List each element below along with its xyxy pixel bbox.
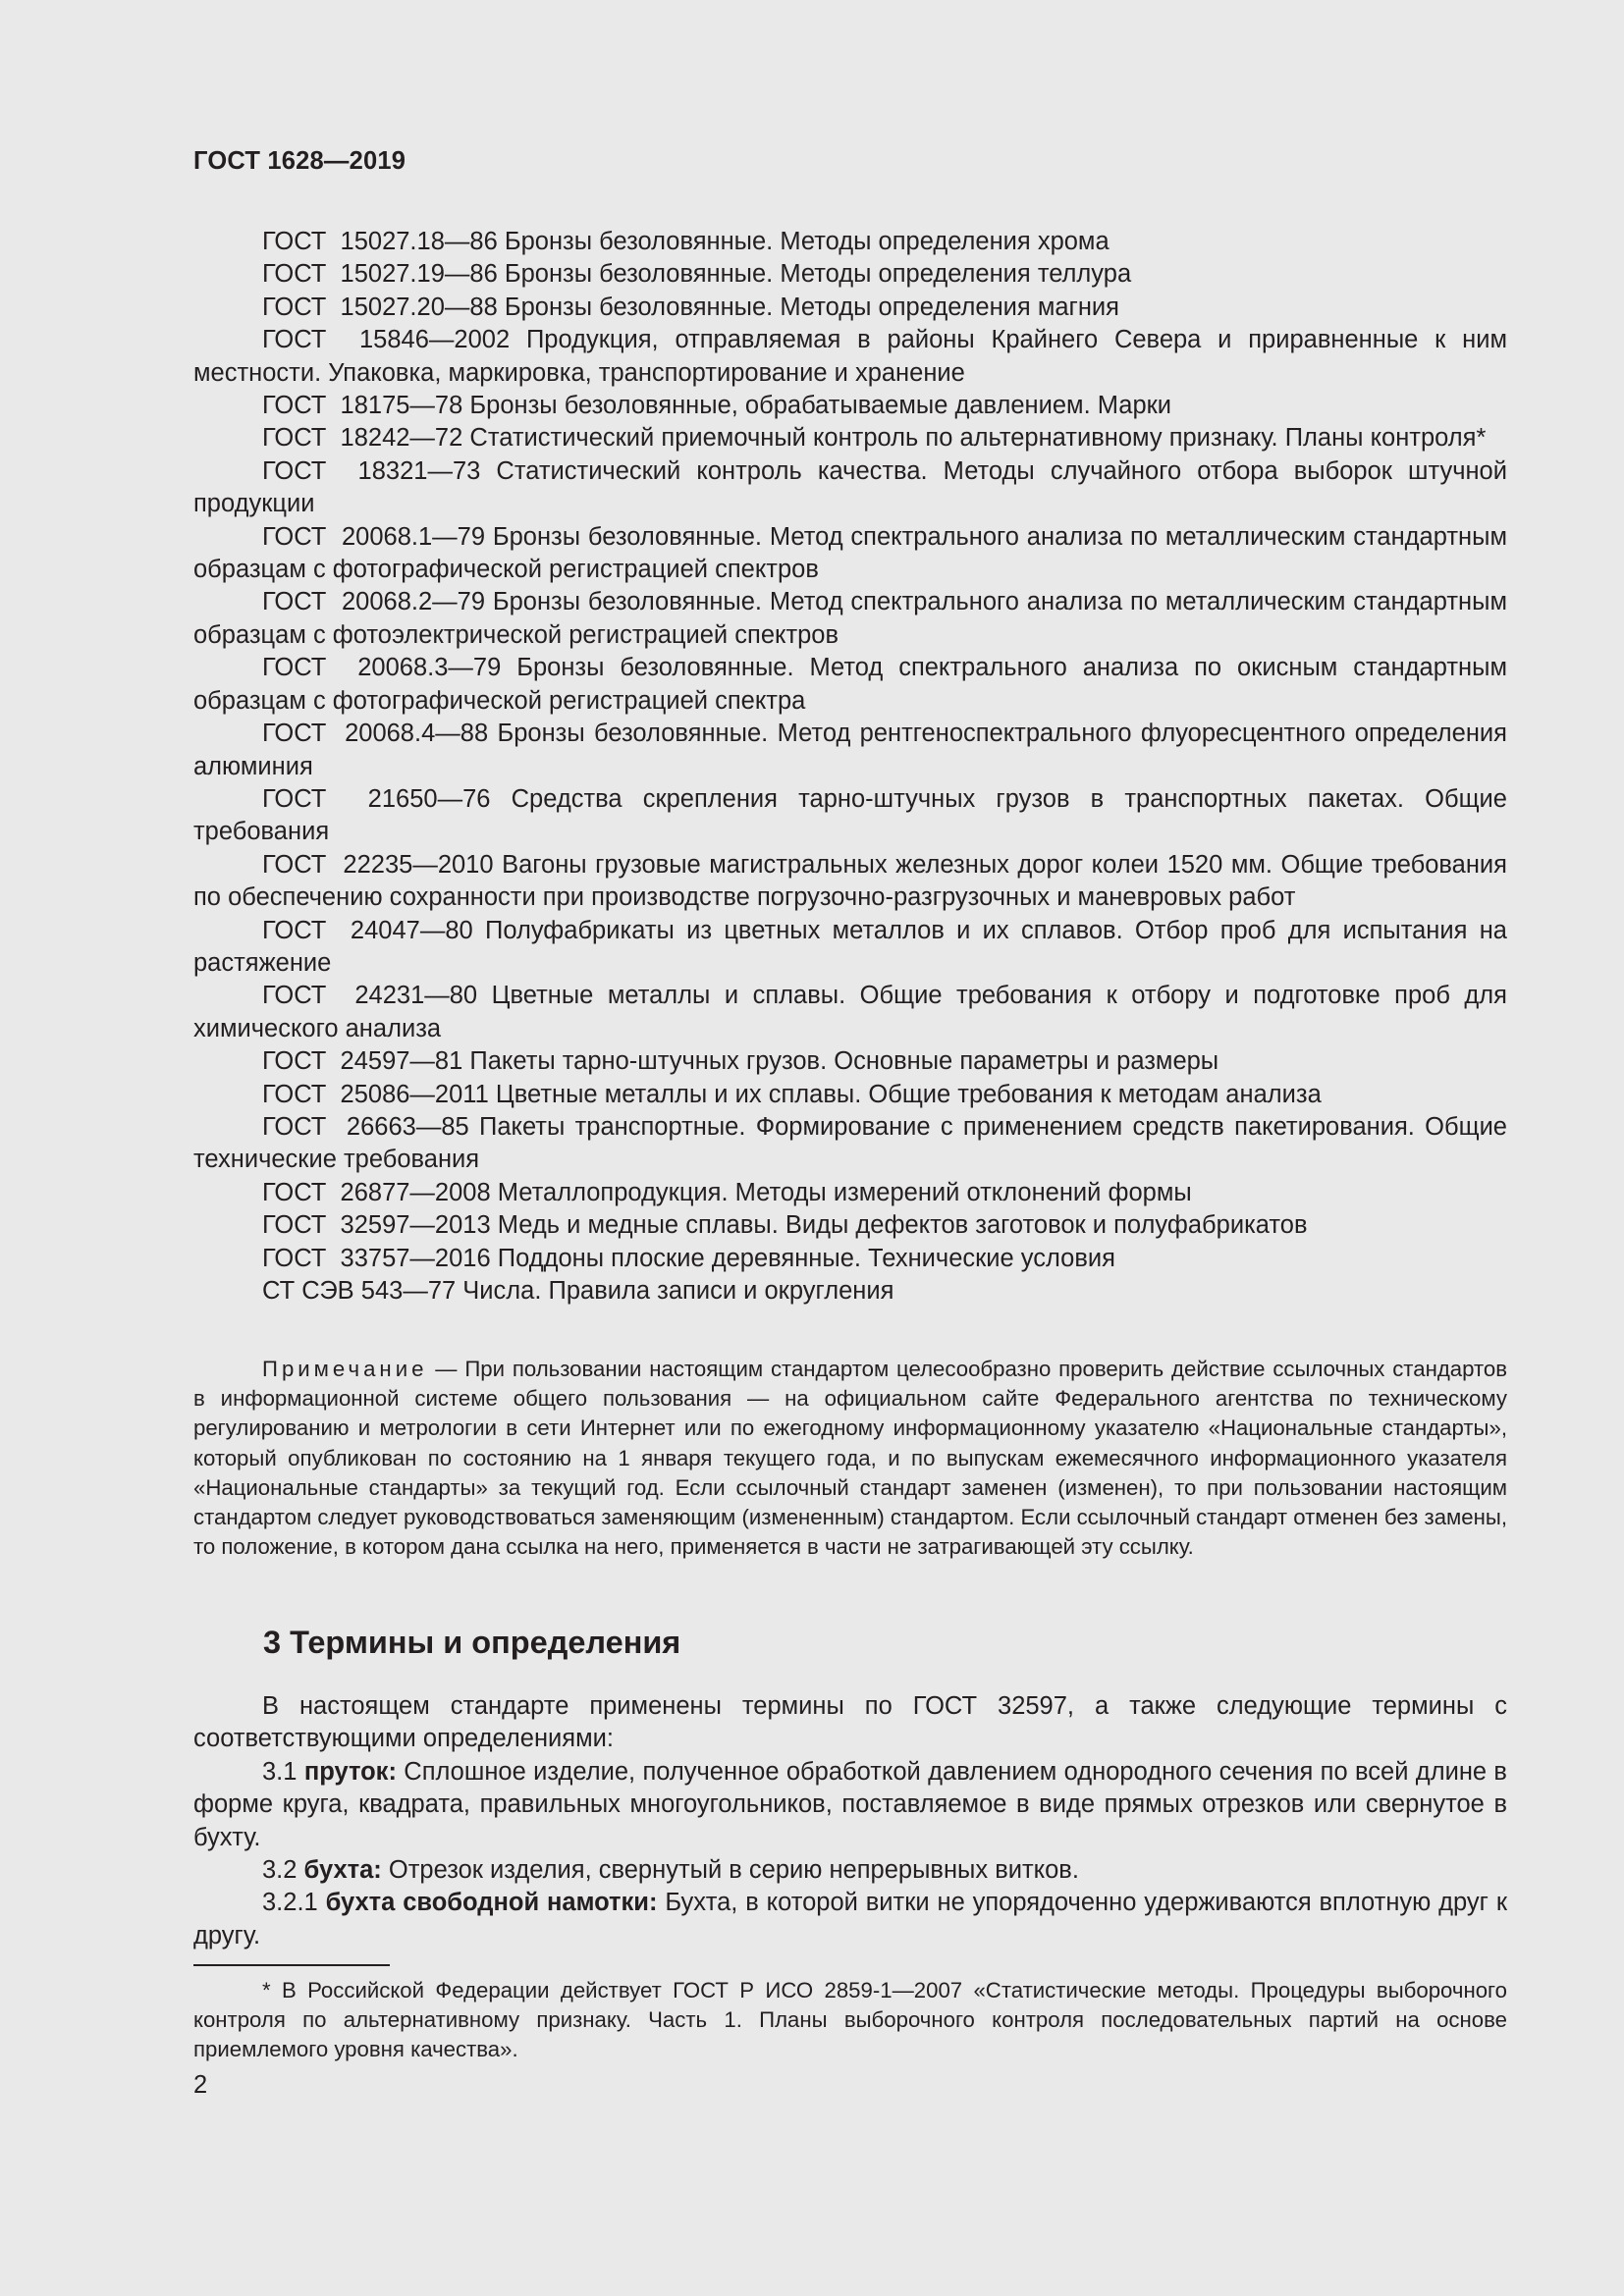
reference-code: ГОСТ 26877—2008: [262, 1178, 491, 1206]
reference-title: Бронзы безоловянные. Метод спектрального анализа по окисным стандартным образцам с фотографической регистрацией спектра: [193, 654, 1507, 715]
reference-code: ГОСТ 21650—76: [262, 784, 491, 813]
reference-item: [193, 783, 1507, 849]
reference-code: ГОСТ 18242—72: [262, 424, 463, 453]
reference-title: Полуфабрикаты из цветных металлов и их сплавов. Отбор проб для испытания на растяжение: [193, 916, 1507, 977]
reference-item: [193, 422, 1507, 454]
reference-item: [193, 1045, 1507, 1078]
note-paragraph: [193, 1355, 1507, 1562]
term-name: пруток:: [303, 1757, 397, 1786]
reference-title: Пакеты транспортные. Формирование с применением средств пакетирования. Общие технические требования: [193, 1112, 1507, 1174]
term-definition: [193, 1887, 1507, 1952]
reference-item: [193, 1275, 1507, 1308]
term-number: 3.2.1: [262, 1889, 326, 1917]
reference-title: Цветные металлы и сплавы. Общие требования к отбору и подготовке проб для химического анализа: [193, 982, 1507, 1042]
reference-title: Продукция, отправляемая в районы Крайнего Севера и приравненные к ним местности. Упаковка, маркировка, транспортирование и хранение: [193, 326, 1507, 387]
reference-title: Бронзы безоловянные. Метод спектрального анализа по металлическим стандартным образцам с фотографической регистрацией спектров: [193, 522, 1507, 584]
reference-code: ГОСТ 15027.19—86: [262, 260, 498, 289]
reference-title: Медь и медные сплавы. Виды дефектов заготовок и полуфабрикатов: [497, 1211, 1308, 1240]
reference-item: [193, 586, 1507, 652]
page-number: 2: [193, 2071, 208, 2099]
reference-code: ГОСТ 18175—78: [262, 392, 463, 420]
note-label: Примечание: [262, 1357, 428, 1381]
reference-item: [193, 226, 1507, 258]
reference-code: ГОСТ 26663—85: [262, 1112, 469, 1141]
section-title: 3 Термины и определения: [263, 1625, 681, 1660]
reference-item: [193, 1243, 1507, 1275]
reference-item: [193, 849, 1507, 915]
reference-code: ГОСТ 22235—2010: [262, 850, 494, 879]
note-block: [193, 1355, 1507, 1562]
reference-item: [193, 258, 1507, 291]
term-number: 3.2: [262, 1856, 304, 1885]
reference-title: Статистический приемочный контроль по альтернативному признаку. Планы контроля*: [469, 424, 1487, 453]
footnote-divider: [193, 1964, 390, 1966]
reference-title: Бронзы безоловянные. Методы определения магния: [504, 293, 1119, 321]
reference-title: Бронзы безоловянные. Метод спектрального анализа по металлическим стандартным образцам с фотоэлектрической регистрацией спектров: [193, 588, 1507, 649]
note-dash: —: [427, 1357, 465, 1381]
section-intro: В настоящем стандарте применены термины по ГОСТ 32597, а также следующие термины с соответствующими определениями:: [193, 1692, 1507, 1753]
section-body: [193, 1690, 1507, 1952]
reference-item: [193, 324, 1507, 390]
reference-title: Цветные металлы и их сплавы. Общие требования к методам анализа: [495, 1080, 1322, 1108]
reference-item: [193, 1111, 1507, 1177]
footnote: * В Российской Федерации действует ГОСТ Р ИСО 2859-1—2007 «Статистические методы. Процедуры выборочного контроля по альтернативному признаку. Часть 1. Планы выборочного контроля последовательных партий на основе приемлемого уровня качества».: [193, 1978, 1507, 2062]
term-name: бухта:: [303, 1856, 382, 1885]
reference-title: Пакеты тарно-штучных грузов. Основные параметры и размеры: [469, 1047, 1219, 1076]
reference-code: ГОСТ 20068.3—79: [262, 654, 502, 682]
reference-code: ГОСТ 32597—2013: [262, 1211, 491, 1240]
reference-title: Статистический контроль качества. Методы случайного отбора выборок штучной продукции: [193, 456, 1507, 518]
reference-item: [193, 652, 1507, 718]
reference-item: [193, 390, 1507, 422]
term-definition: [193, 1756, 1507, 1854]
reference-code: ГОСТ 24047—80: [262, 916, 473, 944]
reference-item: [193, 1177, 1507, 1209]
term-definition: [193, 1854, 1507, 1887]
reference-item: [193, 521, 1507, 587]
reference-title: Металлопродукция. Методы измерений отклонений формы: [497, 1178, 1192, 1206]
reference-list: [193, 226, 1507, 1308]
term-text: Бухта, в которой витки не упорядоченно удерживаются вплотную друг к другу.: [193, 1889, 1507, 1949]
reference-item: [193, 292, 1507, 324]
reference-code: ГОСТ 18321—73: [262, 456, 481, 485]
reference-code: ГОСТ 15027.18—86: [262, 228, 498, 255]
reference-code: ГОСТ 20068.1—79: [262, 522, 486, 551]
reference-title: Поддоны плоские деревянные. Технические условия: [497, 1244, 1115, 1272]
reference-item: [193, 1209, 1507, 1242]
term-name: бухта свободной намотки:: [325, 1889, 658, 1917]
reference-item: [193, 1079, 1507, 1111]
page-header: ГОСТ 1628—2019: [193, 147, 406, 175]
reference-code: ГОСТ 15027.20—88: [262, 293, 498, 321]
reference-title: Бронзы безоловянные. Метод рентгеноспектрального флуоресцентного определения алюминия: [193, 720, 1507, 780]
reference-code: ГОСТ 20068.2—79: [262, 588, 486, 616]
reference-code: ГОСТ 15846—2002: [262, 326, 511, 354]
reference-item: [193, 980, 1507, 1045]
reference-title: Средства скрепления тарно-штучных грузов в транспортных пакетах. Общие требования: [193, 784, 1507, 846]
term-text: Отрезок изделия, свернутый в серию непрерывных витков.: [381, 1856, 1079, 1885]
note-text: При пользовании настоящим стандартом целесообразно проверить действие ссылочных стандартов в информационной системе общего пользования — на официальном сайте Федерального агентства по техническому регулированию и метрологии в сети Интернет или по ежегодному информационному указателю «Национальные стандарты», который опубликован по состоянию на 1 января текущего года, и по выпускам ежемесячного информационного указателя «Национальные стандарты» за текущий год. Если ссылочный стандарт заменен (изменен), то при пользовании настоящим стандартом следует руководствоваться заменяющим (измененным) стандартом. Если ссылочный стандарт отменен без замены, то положение, в котором дана ссылка на него, применяется в части не затрагивающей эту ссылку.: [193, 1357, 1507, 1560]
reference-code: СТ СЭВ 543—77: [262, 1277, 457, 1305]
reference-code: ГОСТ 33757—2016: [262, 1244, 491, 1272]
reference-item: [193, 915, 1507, 981]
reference-title: Бронзы безоловянные, обрабатываемые давлением. Марки: [469, 392, 1172, 420]
reference-code: ГОСТ 25086—2011: [262, 1080, 489, 1108]
reference-title: Числа. Правила записи и округления: [462, 1277, 894, 1305]
reference-item: [193, 718, 1507, 783]
reference-code: ГОСТ 24231—80: [262, 982, 478, 1010]
reference-code: ГОСТ 24597—81: [262, 1047, 463, 1076]
term-number: 3.1: [262, 1757, 304, 1786]
reference-code: ГОСТ 20068.4—88: [262, 720, 489, 748]
term-text: Сплошное изделие, полученное обработкой давлением однородного сечения по всей длине в форме круга, квадрата, правильных многоугольников, поставляемое в виде прямых отрезков или свернутое в бухту.: [193, 1757, 1507, 1851]
reference-title: Бронзы безоловянные. Методы определения хрома: [504, 228, 1110, 255]
reference-title: Вагоны грузовые магистральных железных дорог колеи 1520 мм. Общие требования по обеспечению сохранности при производстве погрузочно-разгрузочных и маневровых работ: [193, 850, 1507, 912]
reference-item: [193, 455, 1507, 521]
reference-title: Бронзы безоловянные. Методы определения теллура: [504, 260, 1132, 289]
